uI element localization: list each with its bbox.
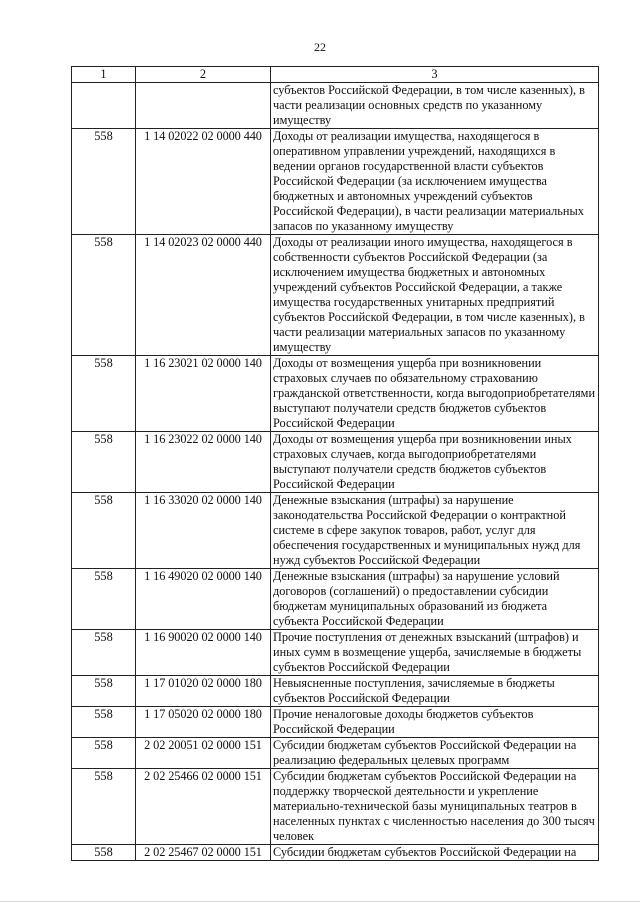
row-number-cell: 558	[72, 356, 136, 432]
budget-code-cell: 1 16 90020 02 0000 140	[136, 630, 271, 676]
column-header-3: 3	[271, 67, 599, 83]
budget-code-cell: 1 17 05020 02 0000 180	[136, 707, 271, 738]
row-number-cell: 558	[72, 769, 136, 845]
revenue-name-cell: Субсидии бюджетам субъектов Российской Федерации на поддержку творческой деятельности и укрепление материально-технической базы муниципальных театров в населенных пунктах с численностью населения до 300 тысяч человек	[271, 769, 599, 845]
table-header	[72, 67, 599, 83]
revenue-name-cell: Доходы от реализации иного имущества, находящегося в собственности субъектов Российской Федерации (за исключением имущества бюджетных и автономных учреждений субъектов Российской Федерации, а также имущества государственных унитарных предприятий субъектов Российской Федерации, в том числе казенных), в части реализации материальных запасов по указанному имуществу	[271, 235, 599, 356]
budget-code-cell	[136, 83, 271, 129]
revenue-name-cell: Прочие поступления от денежных взысканий (штрафов) и иных сумм в возмещение ущерба, зачисляемые в бюджеты субъектов Российской Федерации	[271, 630, 599, 676]
revenue-name-cell: Субсидии бюджетам субъектов Российской Федерации на реализацию федеральных целевых программ	[271, 738, 599, 769]
table-row	[72, 707, 599, 738]
revenue-name-cell: Доходы от возмещения ущерба при возникновении страховых случаев по обязательному страхованию гражданской ответственности, когда выгодоприобретателями выступают получатели средств бюджетов субъектов Российской Федерации	[271, 356, 599, 432]
budget-code-cell: 2 02 25467 02 0000 151	[136, 845, 271, 861]
budget-code-cell: 2 02 25466 02 0000 151	[136, 769, 271, 845]
table-row	[72, 235, 599, 356]
row-number-cell: 558	[72, 235, 136, 356]
table-row	[72, 129, 599, 235]
row-number-cell	[72, 83, 136, 129]
row-number-cell: 558	[72, 630, 136, 676]
row-number-cell: 558	[72, 569, 136, 630]
table-row	[72, 83, 599, 129]
revenue-name-cell: Прочие неналоговые доходы бюджетов субъектов Российской Федерации	[271, 707, 599, 738]
table-row	[72, 769, 599, 845]
table-row	[72, 493, 599, 569]
revenue-name-cell: Денежные взыскания (штрафы) за нарушение условий договоров (соглашений) о предоставлении субсидии бюджетам муниципальных образований из бюджета субъекта Российской Федерации	[271, 569, 599, 630]
revenue-name-cell: Субсидии бюджетам субъектов Российской Федерации на	[271, 845, 599, 861]
budget-code-cell: 1 17 01020 02 0000 180	[136, 676, 271, 707]
budget-code-cell: 1 16 49020 02 0000 140	[136, 569, 271, 630]
table-row	[72, 676, 599, 707]
revenue-name-cell: Невыясненные поступления, зачисляемые в бюджеты субъектов Российской Федерации	[271, 676, 599, 707]
row-number-cell: 558	[72, 845, 136, 861]
row-number-cell: 558	[72, 432, 136, 493]
row-number-cell: 558	[72, 493, 136, 569]
budget-code-cell: 2 02 20051 02 0000 151	[136, 738, 271, 769]
revenue-name-cell: Доходы от возмещения ущерба при возникновении иных страховых случаев, когда выгодоприобретателями выступают получатели средств бюджетов субъектов Российской Федерации	[271, 432, 599, 493]
table-row	[72, 569, 599, 630]
column-header-1: 1	[72, 67, 136, 83]
budget-code-cell: 1 14 02022 02 0000 440	[136, 129, 271, 235]
budget-code-cell: 1 14 02023 02 0000 440	[136, 235, 271, 356]
row-number-cell: 558	[72, 676, 136, 707]
budget-code-cell: 1 16 33020 02 0000 140	[136, 493, 271, 569]
column-header-2: 2	[136, 67, 271, 83]
revenue-name-cell: Денежные взыскания (штрафы) за нарушение законодательства Российской Федерации о контрактной системе в сфере закупок товаров, работ, услуг для обеспечения государственных и муниципальных нужд для нужд субъектов Российской Федерации	[271, 493, 599, 569]
table-row	[72, 356, 599, 432]
revenue-name-cell: Доходы от реализации имущества, находящегося в оперативном управлении учреждений, находящихся в ведении органов государственной власти субъектов Российской Федерации (за исключением имущества бюджетных и автономных учреждений субъектов Российской Федерации), в части реализации материальных запасов по указанному имуществу	[271, 129, 599, 235]
table-row	[72, 432, 599, 493]
table-header-row	[72, 67, 599, 83]
budget-code-cell: 1 16 23022 02 0000 140	[136, 432, 271, 493]
row-number-cell: 558	[72, 738, 136, 769]
page-number: 22	[314, 40, 326, 54]
budget-code-cell: 1 16 23021 02 0000 140	[136, 356, 271, 432]
row-number-cell: 558	[72, 129, 136, 235]
table-body	[72, 83, 599, 861]
revenue-name-cell: субъектов Российской Федерации, в том числе казенных), в части реализации основных средств по указанному имуществу	[271, 83, 599, 129]
table-row	[72, 845, 599, 861]
revenue-code-table	[71, 66, 599, 861]
scan-edge-line	[0, 901, 640, 902]
table-row	[72, 738, 599, 769]
row-number-cell: 558	[72, 707, 136, 738]
table-row	[72, 630, 599, 676]
